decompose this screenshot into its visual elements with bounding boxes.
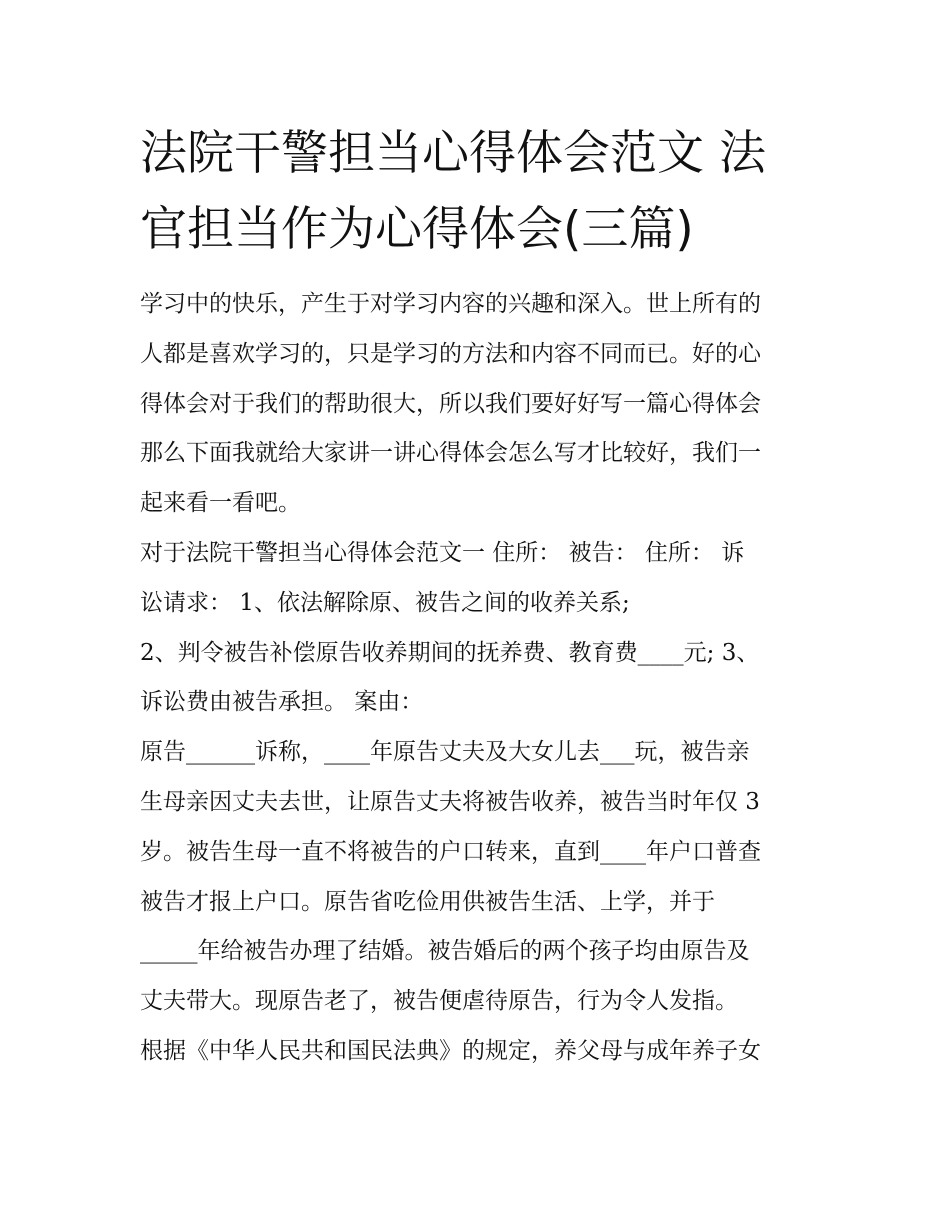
body-line: 被告才报上户口。原告省吃俭用供被告生活、上学，并于 bbox=[140, 888, 715, 915]
body-line: 对于法院干警担当心得体会范文一 住所： 被告： 住所： 诉 bbox=[140, 539, 745, 566]
body-line: 得体会对于我们的帮助很大，所以我们要好好写一篇心得体会 bbox=[140, 390, 761, 417]
body-line: 诉讼费由被告承担。 案由： bbox=[140, 689, 424, 716]
title-line: 法院干警担当心得体会范文 法 bbox=[140, 126, 766, 181]
body-line: 那么下面我就给大家讲一讲心得体会怎么写才比较好，我们一 bbox=[140, 440, 761, 467]
body-line: 丈夫带大。现原告老了，被告便虐待原告，行为令人发指。 bbox=[140, 988, 738, 1015]
body-line: 生母亲因丈夫去世，让原告丈夫将被告收养，被告当时年仅 3 bbox=[140, 788, 760, 815]
body-line: 人都是喜欢学习的，只是学习的方法和内容不同而已。好的心 bbox=[140, 340, 761, 367]
body-line: 根据《中华人民共和国民法典》的规定，养父母与成年养子女 bbox=[140, 1037, 761, 1064]
body-line: 原告______诉称，____年原告丈夫及大女儿去___玩，被告亲 bbox=[140, 739, 750, 766]
document-title bbox=[140, 116, 820, 268]
body-line: 起来看一看吧。 bbox=[140, 490, 301, 517]
body-line: 学习中的快乐，产生于对学习内容的兴趣和深入。世上所有的 bbox=[140, 291, 761, 317]
title-line: 官担当作为心得体会(三篇) bbox=[140, 202, 694, 257]
body-line: _____年给被告办理了结婚。被告婚后的两个孩子均由原告及 bbox=[140, 938, 750, 965]
body-line: 岁。被告生母一直不将被告的户口转来，直到____年户口普查 bbox=[140, 838, 761, 865]
body-line: 2、判令被告补偿原告收养期间的抚养费、教育费____元; 3、 bbox=[140, 639, 760, 666]
body-line: 讼请求： 1、依法解除原、被告之间的收养关系; bbox=[140, 589, 630, 616]
document-body bbox=[140, 280, 820, 1077]
